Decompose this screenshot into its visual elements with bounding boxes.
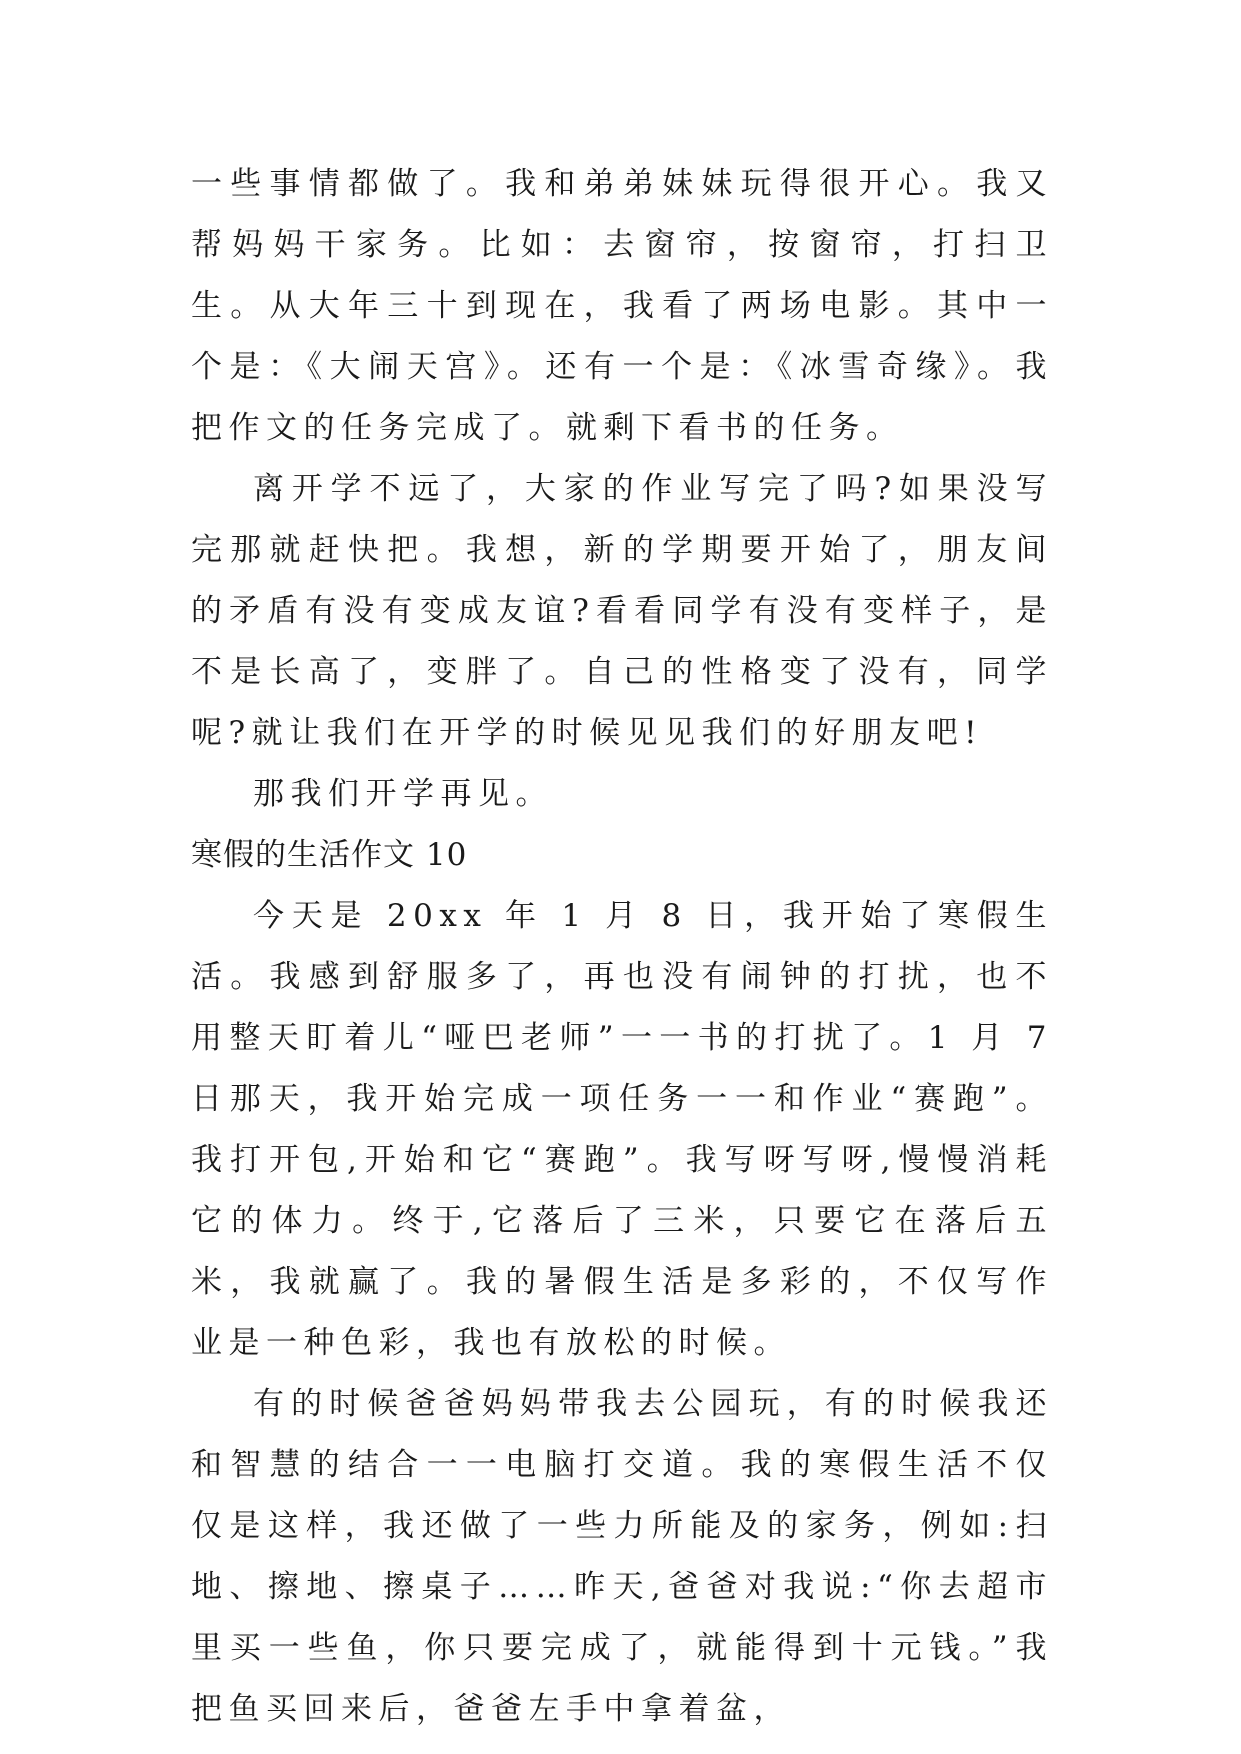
section-title: 寒假的生活作文 10	[191, 837, 468, 873]
paragraph-5: 有的时候爸爸妈妈带我去公园玩，有的时候我还和智慧的结合一一电脑打交道。我的寒假生活不仅仅是这样，我还做了一些力所能及的家务，例如:扫地、擦地、擦桌子……昨天,爸爸对我说:“你去超市里买一些鱼，你只要完成了，就能得到十元钱。”我把鱼买回来后，爸爸左手中拿着盆，	[191, 1386, 1053, 1727]
paragraph-2: 离开学不远了，大家的作业写完了吗?如果没写完那就赶快把。我想，新的学期要开始了，朋友间的矛盾有没有变成友谊?看看同学有没有变样子，是不是长高了，变胖了。自己的性格变了没有，同学呢?就让我们在开学的时候见见我们的好朋友吧!	[191, 471, 1053, 751]
paragraph-1: 一些事情都做了。我和弟弟妹妹玩得很开心。我又帮妈妈干家务。比如：去窗帘，按窗帘，打扫卫生。从大年三十到现在，我看了两场电影。其中一个是：《大闹天宫》。还有一个是：《冰雪奇缘》。我把作文的任务完成了。就剩下看书的任务。	[191, 166, 1053, 446]
paragraph-4: 今天是 20xx 年 1 月 8 日，我开始了寒假生活。我感到舒服多了，再也没有闹钟的打扰，也不用整天盯着儿“哑巴老师”一一书的打扰了。1 月 7 日那天，我开始完成一项任务一一和作业“赛跑”。我打开包,开始和它“赛跑”。我写呀写呀,慢慢消耗它的体力。终于,它落后了三米，只要它在落后五米，我就赢了。我的暑假生活是多彩的，不仅写作业是一种色彩，我也有放松的时候。	[191, 898, 1053, 1361]
document-body	[191, 154, 1053, 1740]
paragraph-3: 那我们开学再见。	[253, 776, 553, 812]
